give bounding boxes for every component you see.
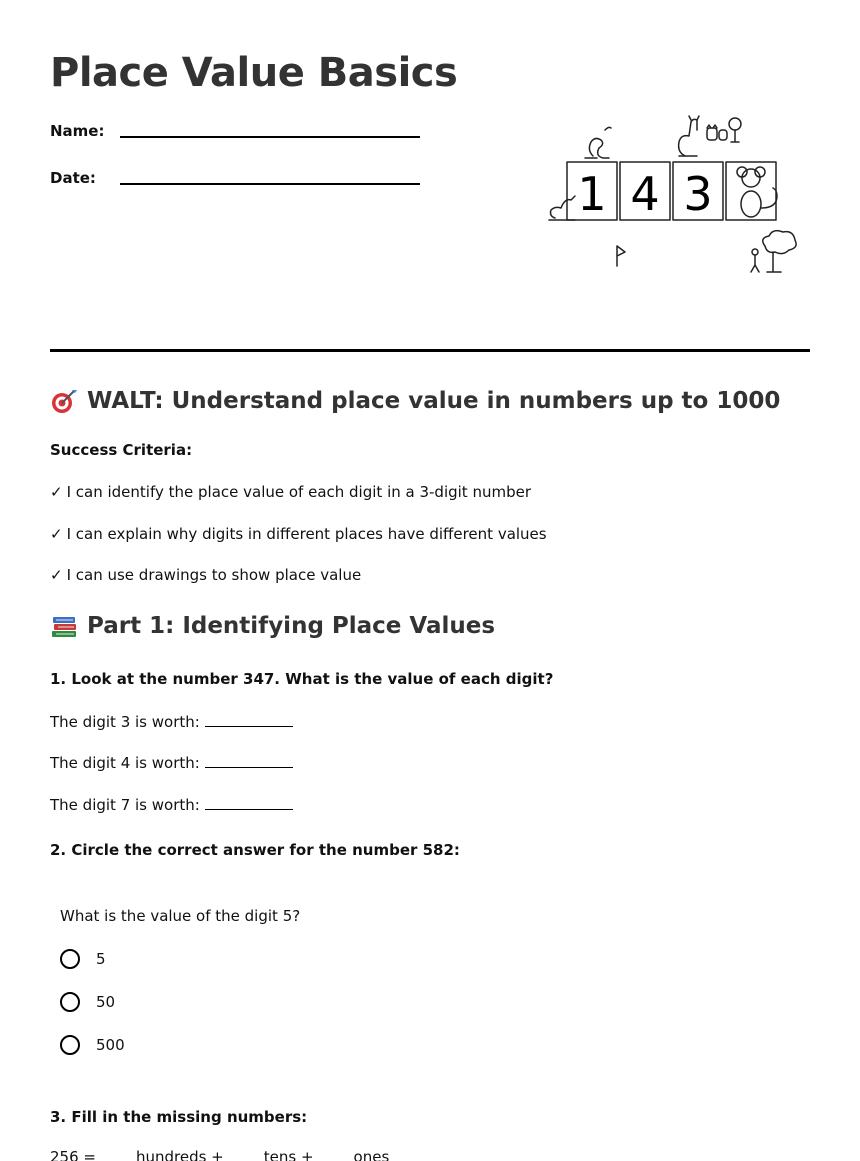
part1-heading <box>50 613 495 639</box>
answer-line <box>50 712 293 731</box>
answer-blank[interactable] <box>205 795 293 810</box>
radio-circle[interactable] <box>60 992 80 1012</box>
name-line[interactable] <box>120 136 420 138</box>
question-1-prompt: 1. Look at the number 347. What is the value of each digit? <box>50 670 554 688</box>
option-label: 500 <box>96 1036 125 1054</box>
option-500[interactable] <box>60 1033 125 1057</box>
option-label: 50 <box>96 993 116 1011</box>
date-line[interactable] <box>120 183 420 185</box>
check-icon: ✓ <box>50 525 63 543</box>
criteria-item <box>50 525 547 543</box>
answer-line-text: The digit 3 is worth: <box>50 713 200 731</box>
tree-drawing <box>751 231 796 272</box>
answer-line <box>50 753 293 772</box>
small-kangaroo-drawing <box>549 196 575 220</box>
koala-drawing <box>737 167 777 217</box>
fill-part: tens + <box>263 1148 314 1161</box>
part1-heading-text: Part 1: Identifying Place Values <box>87 613 496 639</box>
worksheet-title: Place Value Basics <box>50 50 458 96</box>
criteria-text: I can identify the place value of each digit in a 3-digit number <box>66 483 531 501</box>
walt-heading <box>50 388 780 414</box>
lamp-drawing <box>729 118 741 142</box>
criteria-item <box>50 566 361 584</box>
fill-part: 256 = <box>50 1148 96 1161</box>
check-icon: ✓ <box>50 566 63 584</box>
option-label: 5 <box>96 950 106 968</box>
answer-line-text: The digit 7 is worth: <box>50 796 200 814</box>
answer-blank[interactable] <box>205 753 293 768</box>
answer-line <box>50 795 293 814</box>
digit-ones: 3 <box>683 167 713 221</box>
flag-drawing <box>617 246 625 266</box>
fill-part: ones <box>353 1148 390 1161</box>
answer-line-text: The digit 4 is worth: <box>50 754 200 772</box>
radio-circle[interactable] <box>60 949 80 969</box>
criteria-item <box>50 483 531 501</box>
question-2-prompt: 2. Circle the correct answer for the number 582: <box>50 841 460 859</box>
date-field[interactable] <box>50 169 430 199</box>
criteria-text: I can use drawings to show place value <box>66 566 362 584</box>
date-label: Date: <box>50 169 96 187</box>
digit-tens: 4 <box>630 167 660 221</box>
walt-heading-text: WALT: Understand place value in numbers up to 1000 <box>87 388 781 414</box>
deer-drawing <box>679 116 699 156</box>
target-icon <box>50 388 78 414</box>
fill-part: hundreds + <box>135 1148 224 1161</box>
name-label: Name: <box>50 122 105 140</box>
option-50[interactable] <box>60 990 115 1014</box>
option-5[interactable] <box>60 947 106 971</box>
digit-hundreds: 1 <box>577 167 607 221</box>
answer-blank[interactable] <box>205 712 293 727</box>
question-3-prompt: 3. Fill in the missing numbers: <box>50 1108 308 1126</box>
success-criteria-label: Success Criteria: <box>50 441 193 459</box>
place-value-illustration <box>545 112 800 282</box>
criteria-text: I can explain why digits in different places have different values <box>66 525 547 543</box>
books-icon <box>50 613 78 639</box>
fill-in-line <box>50 1148 389 1161</box>
kangaroo-drawing <box>585 127 611 158</box>
question-2-text: What is the value of the digit 5? <box>60 907 301 925</box>
cats-drawing <box>707 125 727 140</box>
check-icon: ✓ <box>50 483 63 501</box>
radio-circle[interactable] <box>60 1035 80 1055</box>
divider <box>50 349 810 352</box>
name-field[interactable] <box>50 122 430 152</box>
